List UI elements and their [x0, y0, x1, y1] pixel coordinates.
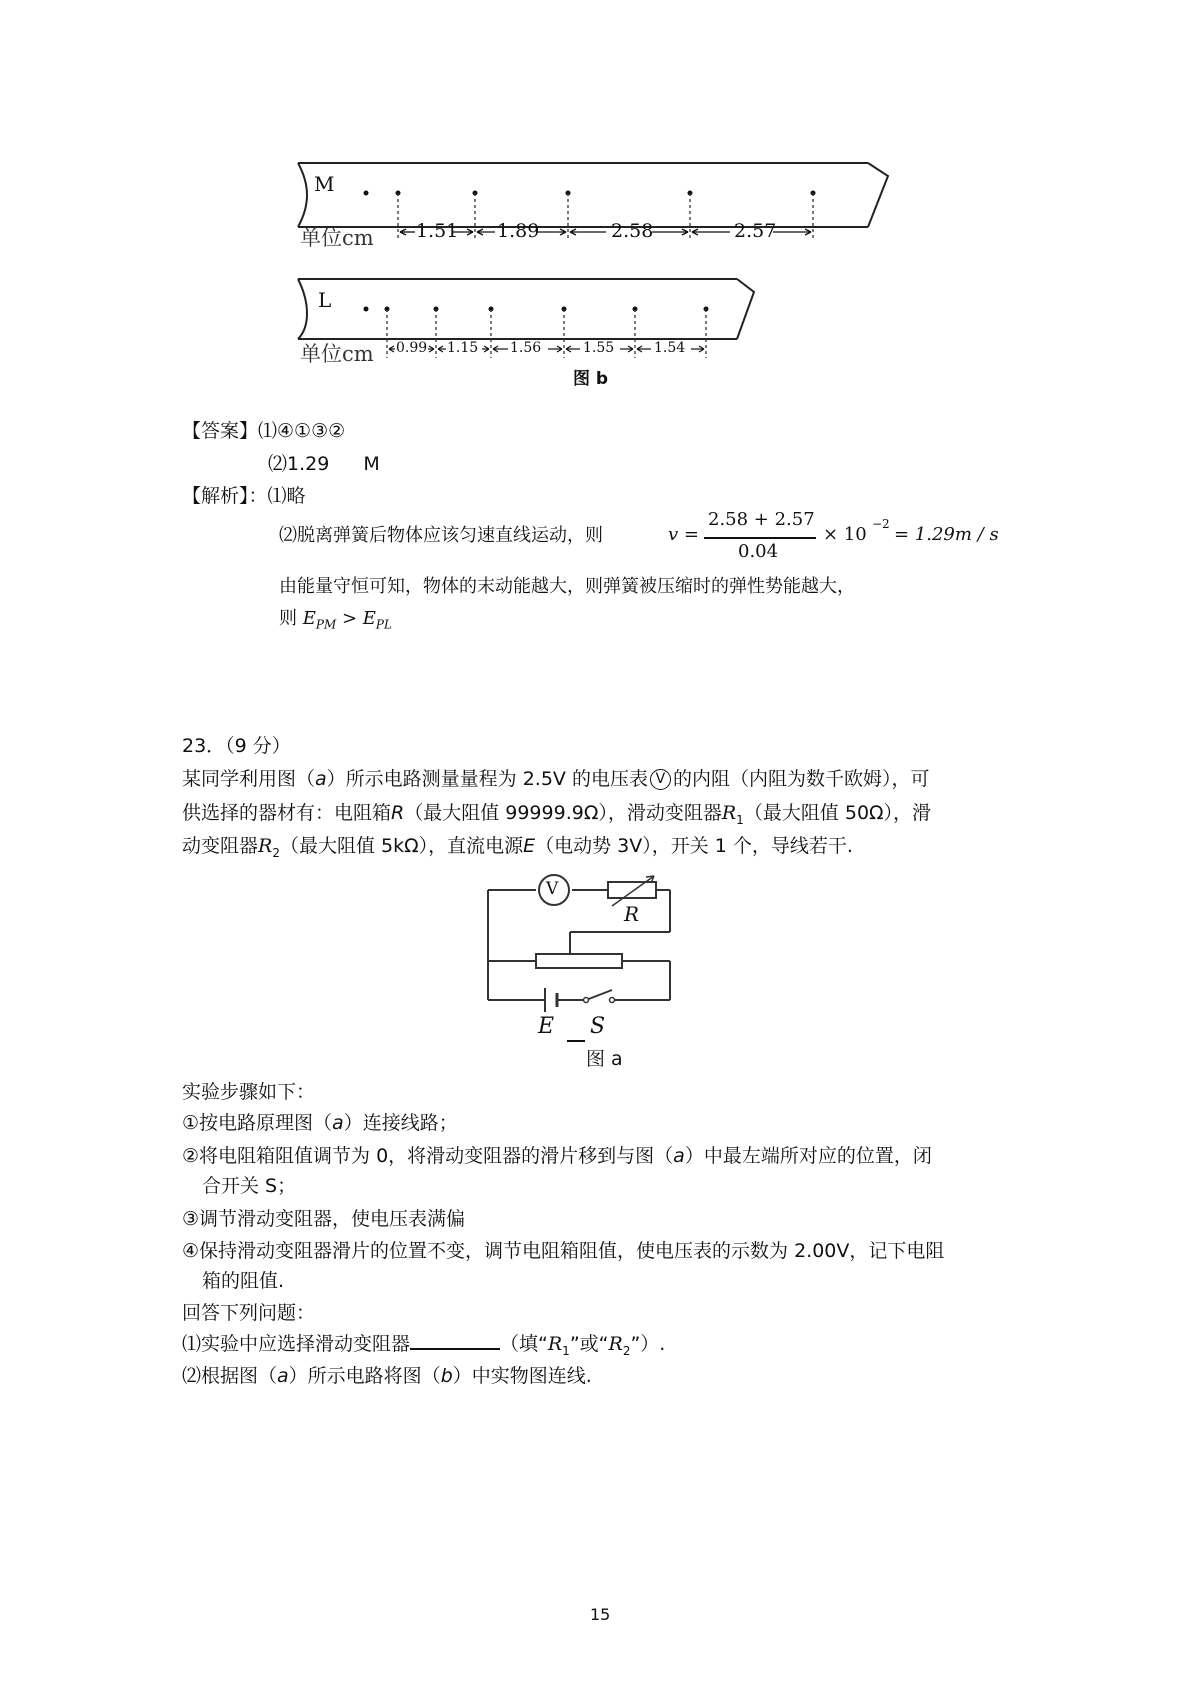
- question-2: [182, 1363, 592, 1389]
- formula-denominator: 0.04: [738, 541, 779, 562]
- resistor-box-symbol: R: [391, 802, 405, 824]
- subscript: 2: [622, 1343, 631, 1358]
- q23-text: 的内阻（内阻为数千欧姆），可: [672, 768, 930, 790]
- figure-ref: a: [277, 1365, 289, 1387]
- subscript: 2: [272, 845, 280, 860]
- figure-ref: a: [315, 768, 327, 790]
- tape-m-segment: 2.58: [611, 220, 654, 242]
- q23-text: 供选择的器材有：电阻箱: [182, 802, 392, 824]
- formula-numerator: 2.58 + 2.57: [708, 509, 815, 530]
- tape-l-segment: 1.54: [654, 340, 686, 356]
- answer-part2-letter: M: [363, 453, 380, 475]
- questions-intro: 回答下列问题：: [182, 1302, 316, 1324]
- tape-l-unit: 单位cm: [300, 342, 374, 366]
- formula-multiplier: × 10: [823, 524, 867, 545]
- analysis-colon: ：: [248, 485, 268, 507]
- step-4: ④保持滑动变阻器滑片的位置不变，调节电阻箱阻值，使电压表的示数为 2.00V，记下电阻: [182, 1240, 945, 1262]
- q23-header: 23．（9 分）: [182, 735, 291, 757]
- step-text: ①按电路原理图（: [182, 1112, 333, 1134]
- voltmeter-label: V: [546, 879, 559, 899]
- answer-blank[interactable]: [410, 1330, 500, 1350]
- question-text: ⑴实验中应选择滑动变阻器: [182, 1333, 411, 1355]
- source-label: E: [538, 1014, 555, 1039]
- q23-text: （最大阻值 5kΩ），直流电源: [279, 835, 524, 857]
- rheostat-r2-symbol: R: [258, 835, 273, 857]
- figure-ref: a: [332, 1112, 344, 1134]
- step-2: [182, 1143, 932, 1169]
- subscript: 1: [736, 812, 744, 827]
- tape-m-label: M: [314, 172, 335, 196]
- step-1: [182, 1110, 458, 1136]
- step-4-continued: 箱的阻值.: [202, 1270, 285, 1292]
- subscript: 1: [562, 1343, 570, 1358]
- tape-l-segment: 1.15: [447, 340, 479, 356]
- q23-text: ）所示电路测量量程为 2.5V 的电压表: [326, 768, 648, 790]
- question-text: ）中实物图连线.: [452, 1365, 592, 1387]
- step-2-continued: 合开关 S；: [202, 1175, 297, 1197]
- tape-m-segment: 2.57: [734, 220, 777, 242]
- step-text: ）中最左端所对应的位置，闭: [684, 1145, 932, 1167]
- formula-result: = 1.29m / s: [894, 524, 999, 545]
- question-text: ”或“: [569, 1333, 609, 1355]
- question-text: （填“: [500, 1333, 548, 1355]
- greater-than: >: [336, 608, 363, 629]
- question-text: ”）.: [630, 1333, 666, 1355]
- q23-text: （最大阻值 99999.9Ω），滑动变阻器: [404, 802, 722, 824]
- steps-intro: 实验步骤如下：: [182, 1081, 316, 1103]
- line4-prefix: 则: [279, 608, 297, 629]
- formula-v: v =: [668, 524, 699, 545]
- step-3: ③调节滑动变阻器，使电压表满偏: [182, 1208, 466, 1230]
- q23-text: 某同学利用图（: [182, 768, 316, 790]
- formula-exponent: −2: [872, 517, 890, 531]
- question-1: [182, 1330, 665, 1364]
- page-number: 15: [590, 1605, 611, 1624]
- q23-text: 动变阻器: [182, 835, 259, 857]
- energy-pm: E: [302, 608, 316, 629]
- analysis-tag: 【解析】: [182, 485, 249, 507]
- q23-text: （电动势 3V），开关 1 个，导线若干.: [535, 835, 853, 857]
- source-symbol: E: [523, 835, 536, 857]
- step-text: ）连接线路；: [343, 1112, 458, 1134]
- analysis-part1: ⑴略: [267, 485, 306, 507]
- tape-m-segment: 1.51: [416, 220, 459, 242]
- underscore-mark: [567, 1040, 585, 1042]
- answer-tag: 【答案】: [182, 420, 259, 442]
- step-text: ②将电阻箱阻值调节为 0，将滑动变阻器的滑片移到与图（: [182, 1145, 674, 1167]
- tape-l-segment: 1.55: [583, 340, 615, 356]
- figure-a-caption: 图 a: [586, 1048, 623, 1070]
- tape-l-segment: 0.99: [396, 340, 428, 356]
- switch-label: S: [590, 1014, 606, 1039]
- tape-l-label: L: [318, 288, 332, 312]
- voltmeter-symbol-letter: V: [655, 771, 666, 787]
- rheostat-r2-symbol: R: [608, 1333, 623, 1355]
- rheostat-r1-symbol: R: [547, 1333, 563, 1355]
- tape-m-segment: 1.89: [497, 220, 540, 242]
- answer-part1: ⑴④①③②: [258, 420, 346, 442]
- figure-ref: b: [440, 1365, 453, 1387]
- analysis-part2-text: ⑵脱离弹簧后物体应该匀速直线运动，则: [279, 525, 603, 546]
- question-text: ）所示电路将图（: [288, 1365, 441, 1387]
- answer-part2-number: ⑵1.29: [268, 453, 330, 475]
- tape-m-unit: 单位cm: [300, 226, 374, 250]
- tape-l-segment: 1.56: [510, 340, 542, 356]
- figure-ref: a: [673, 1145, 685, 1167]
- energy-pm-sub: PM: [315, 617, 337, 632]
- question-text: ⑵根据图（: [182, 1365, 278, 1387]
- q23-text: （最大阻值 50Ω），滑: [743, 802, 932, 824]
- analysis-line-3: 由能量守恒可知，物体的末动能越大，则弹簧被压缩时的弹性势能越大，: [279, 576, 855, 597]
- rheostat-r1-symbol: R: [721, 802, 737, 824]
- figure-b-caption: 图 b: [573, 369, 609, 389]
- energy-pl: E: [362, 608, 376, 629]
- energy-pl-sub: PL: [375, 617, 392, 632]
- resistor-label: R: [624, 902, 640, 926]
